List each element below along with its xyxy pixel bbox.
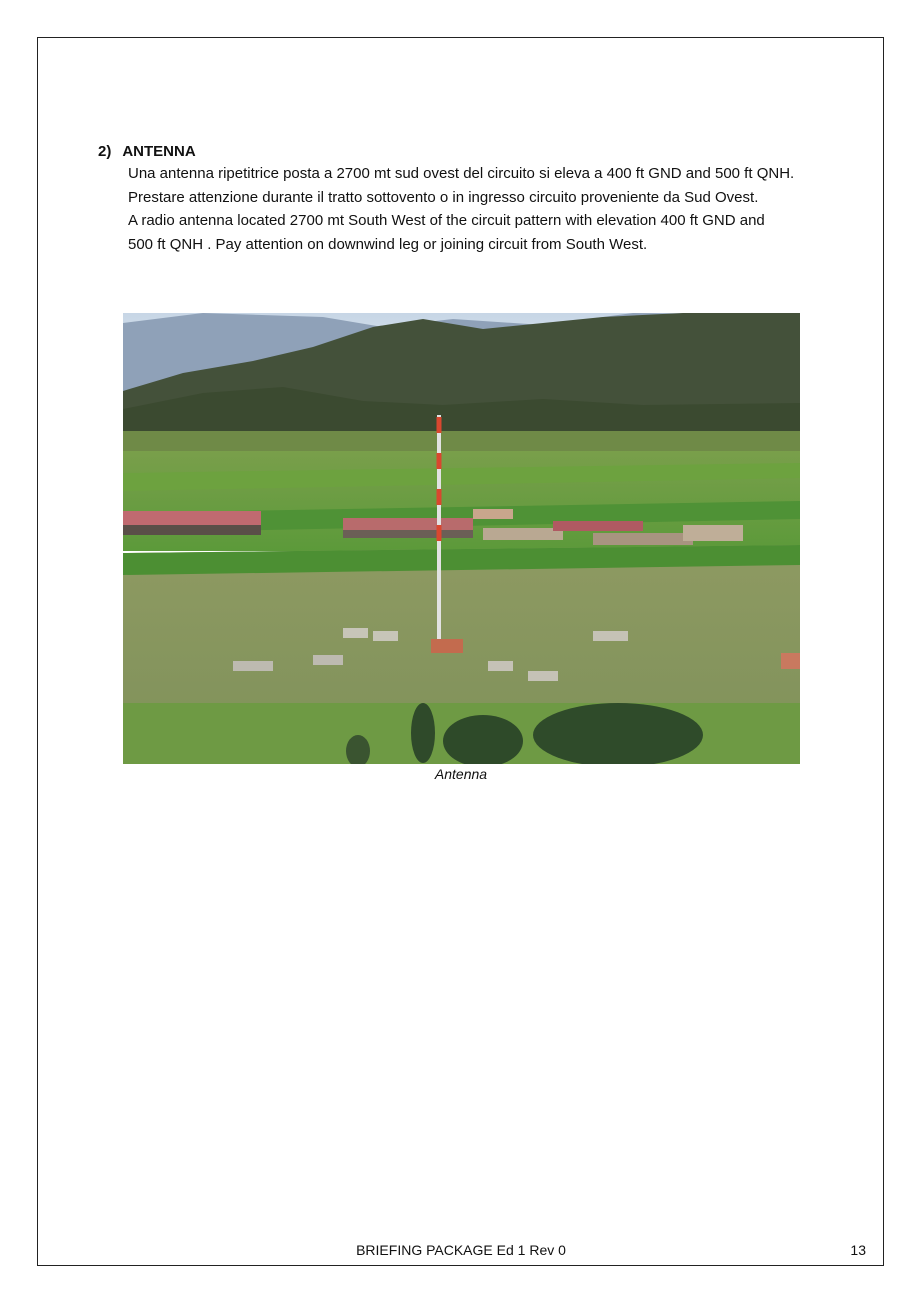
- section-heading: [98, 142, 888, 162]
- section-number: 2): [98, 143, 112, 160]
- body-line: 500 ft QNH . Pay attention on downwind leg or joining circuit from South West.: [128, 235, 648, 253]
- footer-text: BRIEFING PACKAGE Ed 1 Rev 0: [356, 1242, 566, 1258]
- figure-caption: Antenna: [434, 766, 488, 782]
- page-number: 13: [850, 1242, 866, 1258]
- body-line: Prestare attenzione durante il tratto sottovento o in ingresso circuito proveniente da Sud Ovest.: [128, 188, 759, 206]
- body-line: A radio antenna located 2700 mt South West of the circuit pattern with elevation 400 ft GND and: [128, 212, 765, 229]
- section-body: [128, 162, 888, 256]
- section-title: ANTENNA: [122, 143, 196, 160]
- body-line: Una antenna ripetitrice posta a 2700 mt sud ovest del circuito si eleva a 400 ft GND and 500 ft QNH.: [128, 165, 795, 182]
- antenna-photo: [123, 313, 800, 764]
- antenna-section: [98, 142, 888, 256]
